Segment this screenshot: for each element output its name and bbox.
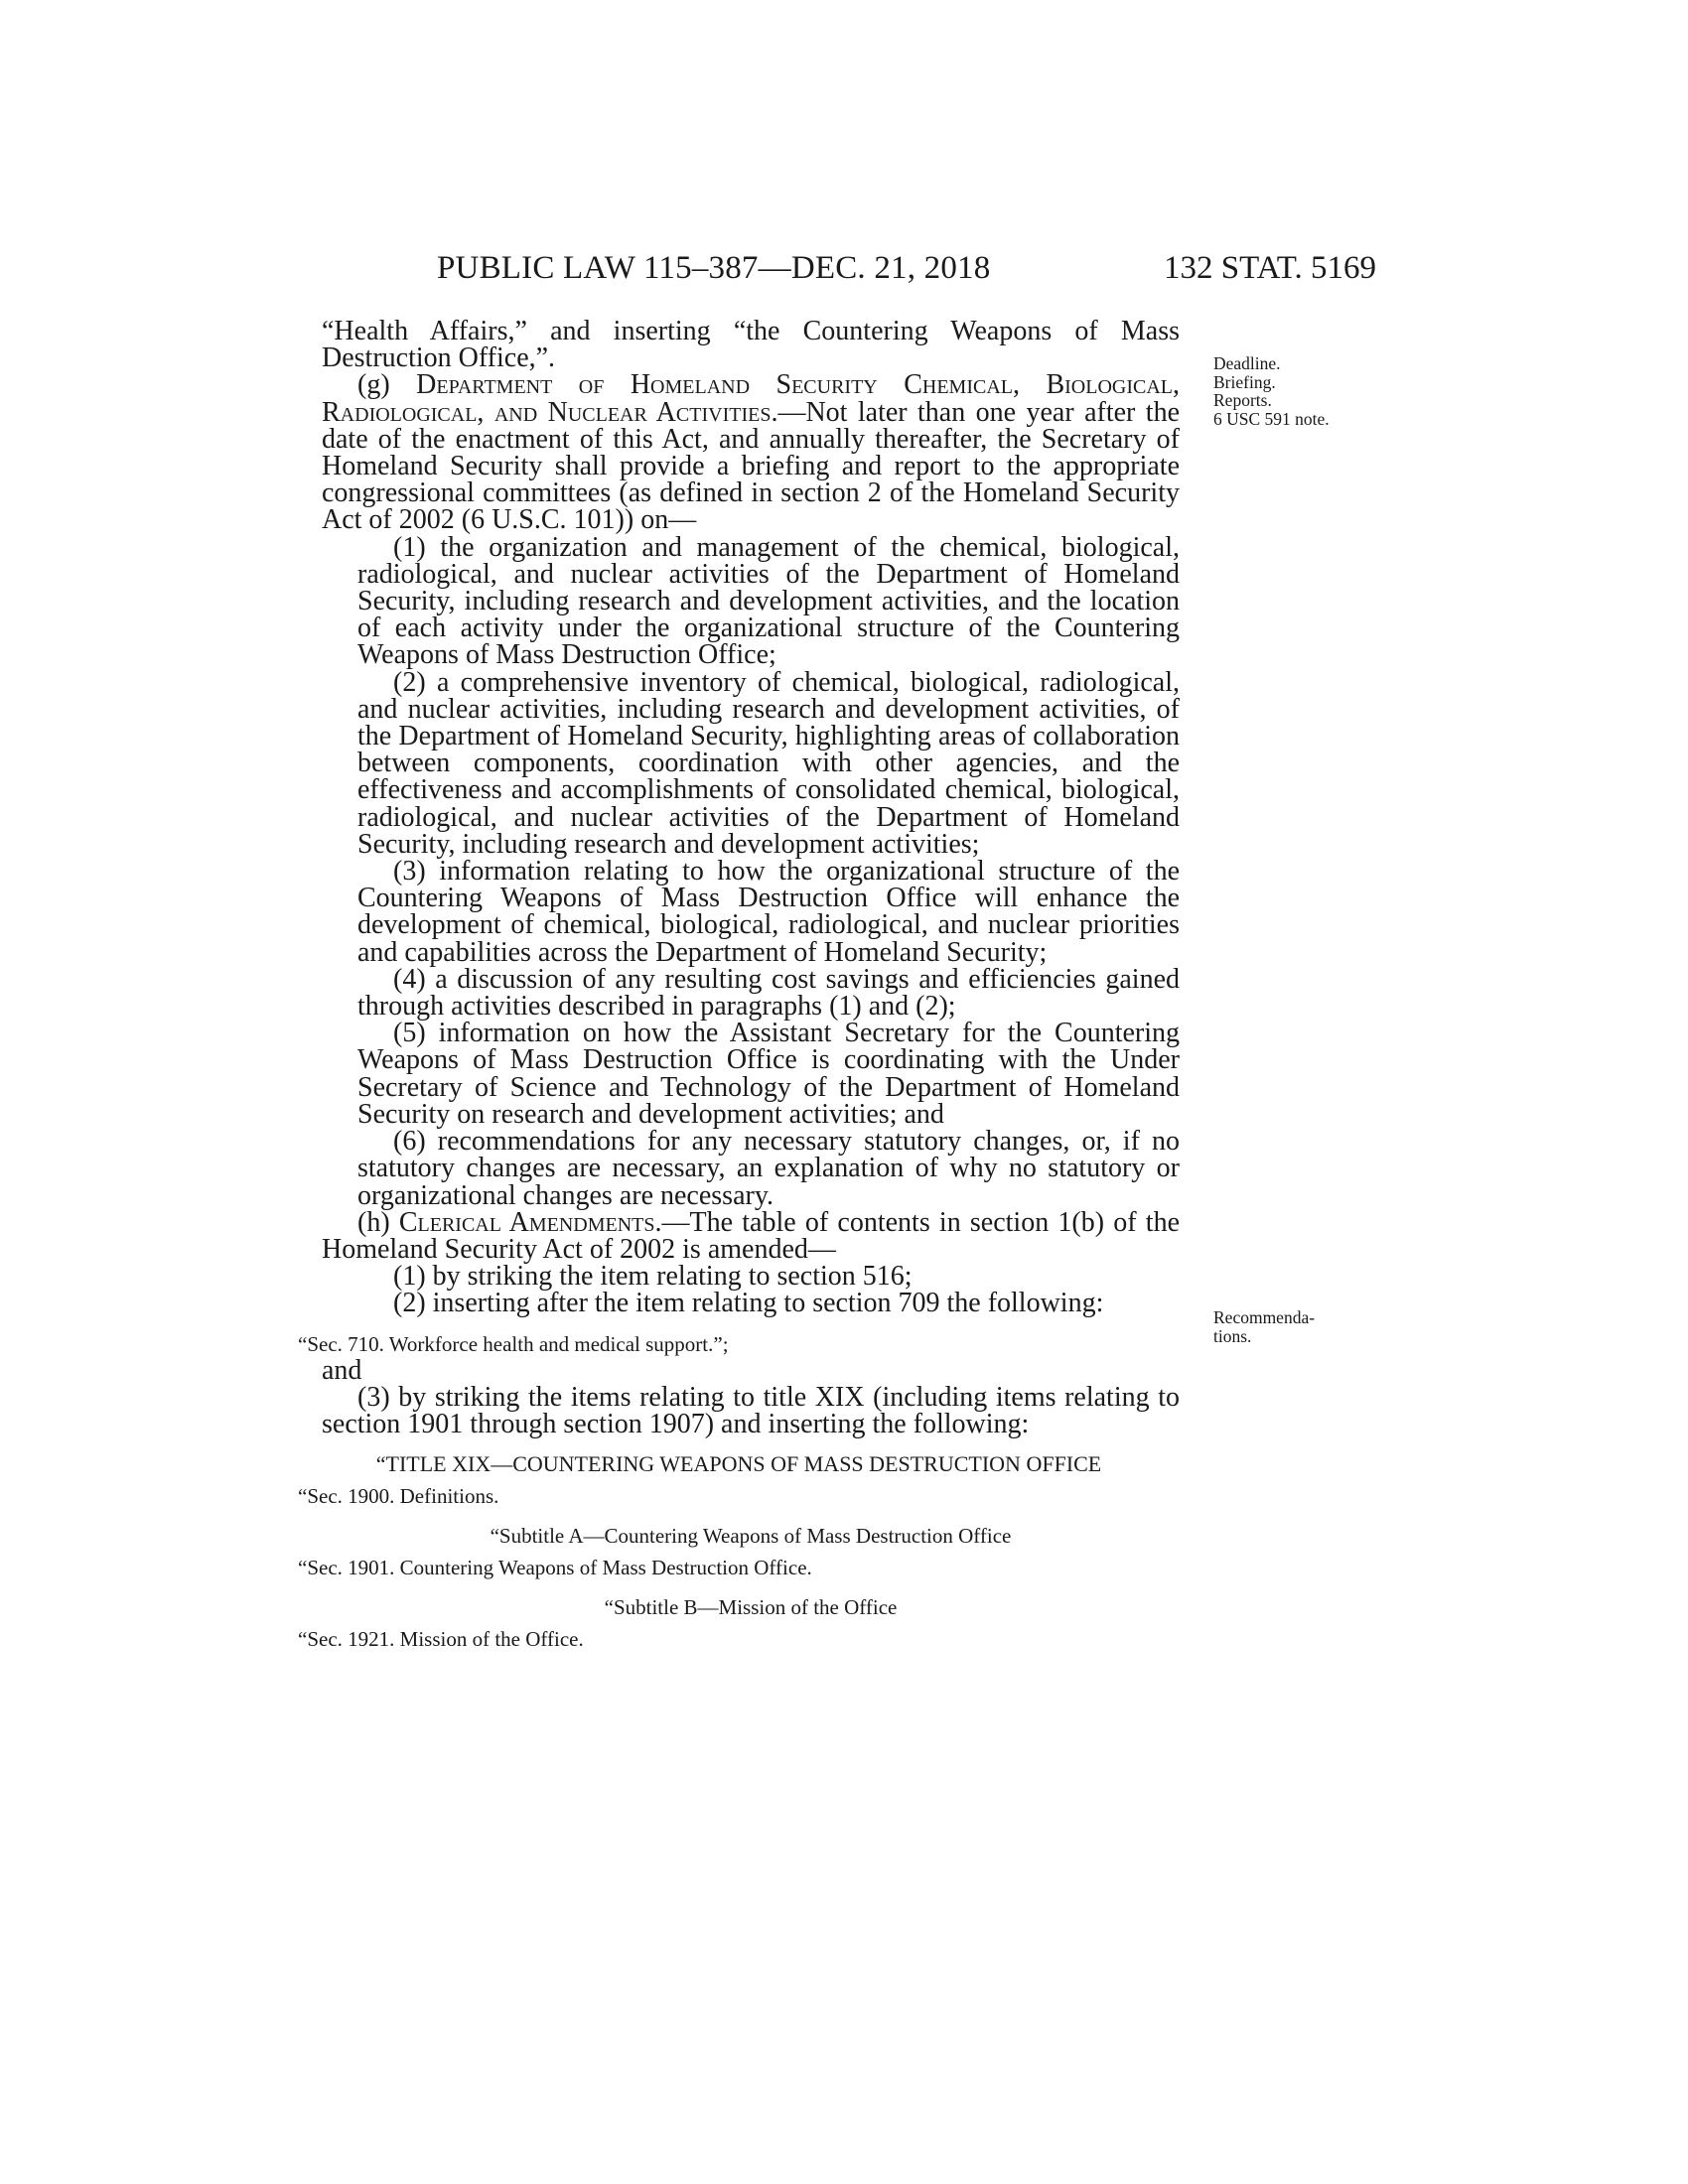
paragraph-item: (2) inserting after the item relating to section 709 the following: xyxy=(393,1288,1104,1319)
opening-text: “Health Affairs,” and inserting “the Countering Weapons of Mass Destruction Office,”. xyxy=(322,316,1180,374)
margin-note-line: 6 USC 591 note. xyxy=(1213,408,1330,429)
subsection-heading: Clerical Amendments. xyxy=(398,1206,662,1238)
page-header xyxy=(0,250,1688,290)
subsection-h xyxy=(322,1206,1180,1265)
margin-note-line: tions. xyxy=(1213,1325,1252,1346)
paragraph-item: (2) a comprehensive inventory of chemical, biological, radiological, and nuclear activities, including research and development activities, of the Department of Homeland Security, highlighting areas of collaboration between components, coordination with other agencies, and the effectiveness and accomplishments of consolidated chemical, biological, radiological, and nuclear activities of the Department of Homeland Security, including research and development activities; xyxy=(357,666,1180,860)
document-body xyxy=(298,316,1181,1652)
subsection-text: —Not later than one year after the date of the enactment of this Act, and annually thereafter, the Secretary of Homeland Security shall provide a briefing and report to the appropriate congressional committees (as defined in section 2 of the Homeland Security Act of 2002 (6 U.S.C. 101)) on— xyxy=(322,396,1180,536)
toc-entry-1901: “Sec. 1901. Countering Weapons of Mass Destruction Office. xyxy=(298,1556,812,1580)
margin-note-recommendations xyxy=(1213,1308,1315,1345)
subsection-label: (g) xyxy=(357,369,390,401)
toc-entry-1921: “Sec. 1921. Mission of the Office. xyxy=(298,1627,584,1652)
toc-title-xix: “TITLE XIX—COUNTERING WEAPONS OF MASS DESTRUCTION OFFICE xyxy=(375,1451,1102,1477)
margin-note-line: Recommenda- xyxy=(1213,1307,1316,1327)
toc-entry-710: “Sec. 710. Workforce health and medical support.”; xyxy=(298,1331,729,1356)
subsection-g xyxy=(322,369,1181,536)
subsection-label: (h) xyxy=(357,1206,390,1238)
paragraph-item: (5) information on how the Assistant Secretary for the Countering Weapons of Mass Destruction Office is coordinating with the Under Secretary of Science and Technology of the Department of Homeland Security on research and development activities; and xyxy=(357,1018,1180,1130)
paragraph-item: (3) by striking the items relating to title XIX (including items relating to section 1901 through section 1907) and inserting the following: xyxy=(322,1381,1180,1439)
margin-note-deadline xyxy=(1213,354,1330,428)
subsection-text: —The table of contents in section 1(b) of the Homeland Security Act of 2002 is amended— xyxy=(322,1206,1180,1265)
paragraph-item: (1) by striking the item relating to section 516; xyxy=(393,1261,913,1293)
stat-citation: 132 STAT. 5169 xyxy=(1163,250,1376,286)
and-connector: and xyxy=(322,1354,362,1386)
paragraph-item: (1) the organization and management of the chemical, biological, radiological, and nuclear activities of the Department of Homeland Security, including research and development activities, and the location of each activity under the organizational structure of the Countering Weapons of Mass Destruction Office; xyxy=(357,531,1180,671)
margin-note-line: Reports. xyxy=(1213,390,1272,410)
toc-subtitle-a: “Subtitle A—Countering Weapons of Mass Destruction Office xyxy=(490,1524,1012,1549)
paragraph-item: (6) recommendations for any necessary statutory changes, or, if no statutory changes are necessary, an explanation of why no statutory or organizational changes are necessary. xyxy=(357,1126,1180,1211)
toc-subtitle-b: “Subtitle B—Mission of the Office xyxy=(604,1595,898,1620)
law-title: PUBLIC LAW 115–387—DEC. 21, 2018 xyxy=(437,250,991,286)
paragraph-item: (3) information relating to how the organizational structure of the Countering Weapons of Mass Destruction Office will enhance the development of chemical, biological, radiological, and nuclear priorities and capabilities across the Department of Homeland Security; xyxy=(357,856,1180,968)
margin-note-line: Briefing. xyxy=(1213,371,1276,392)
subsection-heading: Department of Homeland Security Chemical, Biological, Radiological, and Nuclear Activities. xyxy=(322,369,1181,428)
toc-entry-1900: “Sec. 1900. Definitions. xyxy=(298,1484,499,1509)
margin-note-line: Deadline. xyxy=(1213,353,1281,373)
paragraph-item: (4) a discussion of any resulting cost savings and efficiencies gained through activities described in paragraphs (1) and (2); xyxy=(357,963,1180,1023)
